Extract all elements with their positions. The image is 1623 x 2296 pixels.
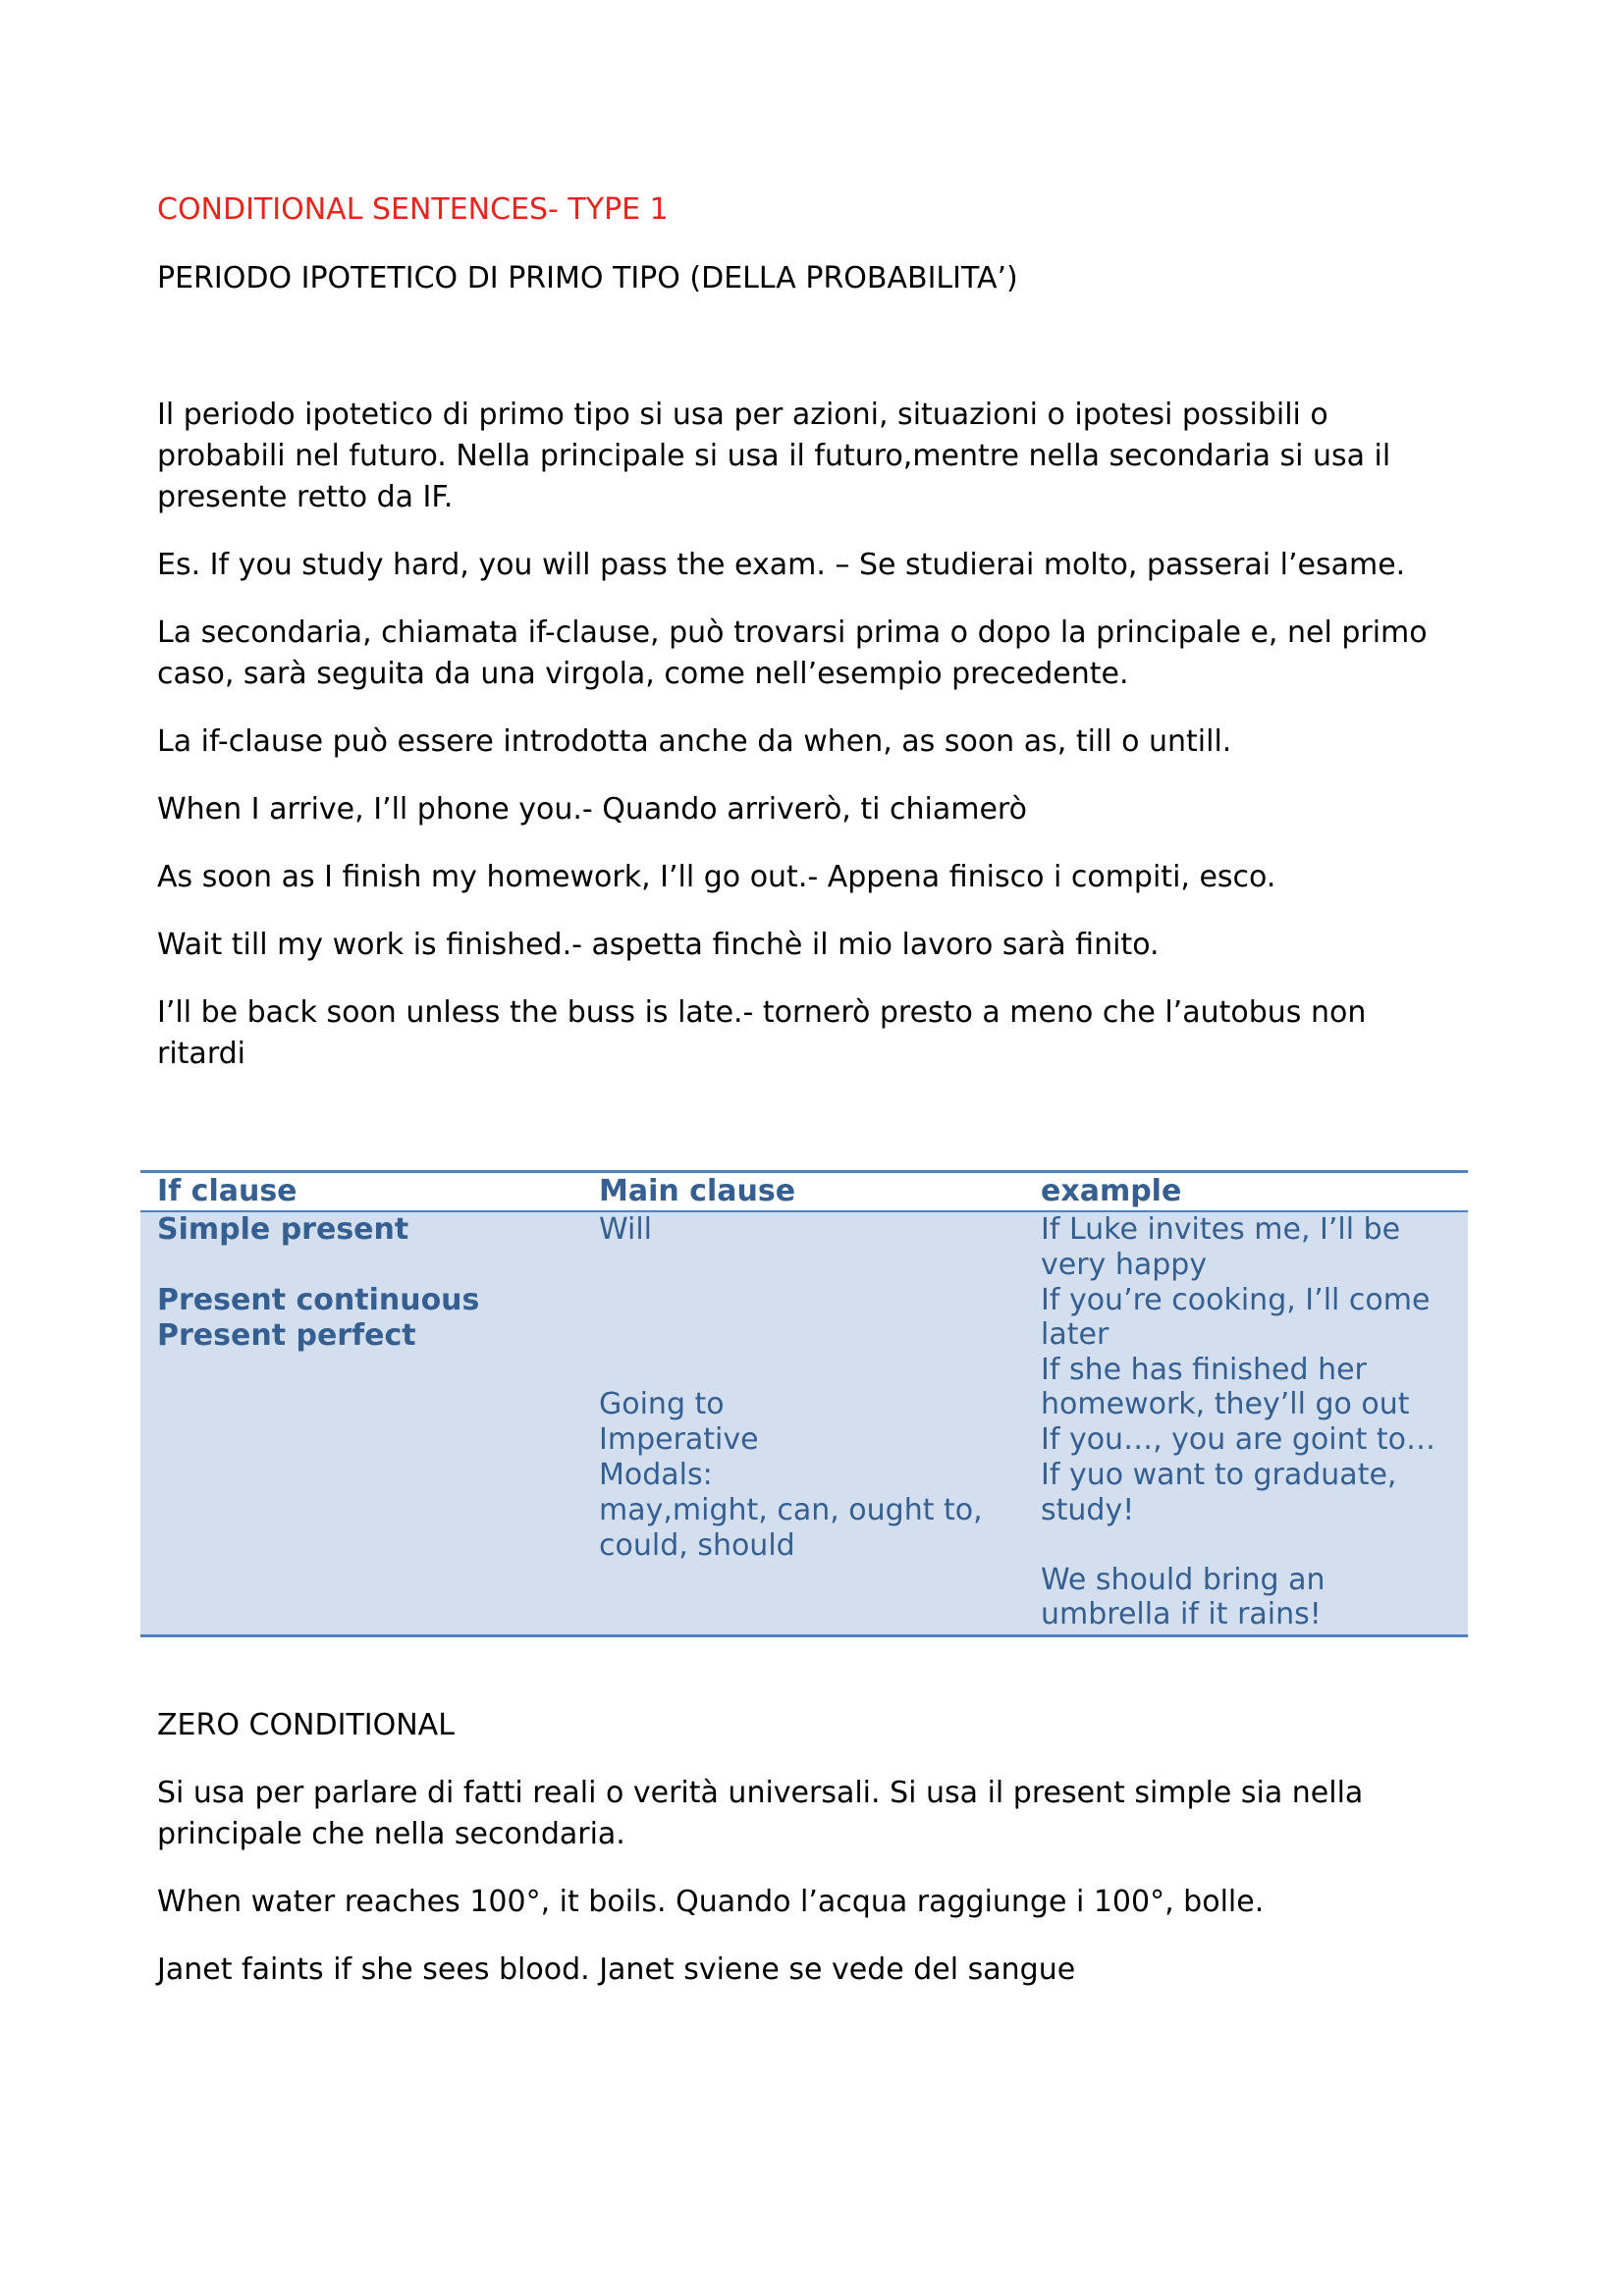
col1-line: Present continuous [157,1283,480,1317]
intro-line-2: probabili nel futuro. Nella principale si usa il futuro,mentre nella secondaria si usa il [157,439,1391,473]
col3-line: very happy [1041,1248,1208,1282]
conditional-table [140,1170,1468,1637]
example-as-soon-as: As soon as I finish my homework, I’ll go out.- Appena finisco i compiti, esco. [157,860,1276,894]
if-clause-note-line-1: La secondaria, chiamata if-clause, può trovarsi prima o dopo la principale e, nel primo [157,615,1428,650]
col3-line: umbrella if it rains! [1041,1597,1322,1631]
col2-line: Modals: [599,1458,713,1492]
table-body [140,1212,1468,1634]
example-till: Wait till my work is finished.- aspetta finchè il mio lavoro sarà finito. [157,928,1160,962]
example-unless-line-1: I’ll be back soon unless the buss is late.- tornerò presto a meno che l’autobus non [157,995,1367,1030]
col3-line: later [1041,1317,1109,1352]
example-unless-line-2: ritardi [157,1037,245,1071]
zero-conditional-heading: ZERO CONDITIONAL [157,1708,455,1742]
col2-line: Imperative [599,1422,759,1457]
subtitle: PERIODO IPOTETICO DI PRIMO TIPO (DELLA PROBABILITA’) [157,261,1018,295]
zero-example-water: When water reaches 100°, it boils. Quando l’acqua raggiunge i 100°, bolle. [157,1885,1265,1919]
col1-line: Present perfect [157,1318,416,1353]
col3-line: If Luke invites me, I’ll be [1041,1212,1401,1247]
col3-line: homework, they’ll go out [1041,1387,1410,1421]
header-main-clause: Main clause [599,1174,796,1208]
col2-line: Will [599,1212,653,1247]
col3-line: If you’re cooking, I’ll come [1041,1283,1431,1317]
if-clause-note-line-2: caso, sarà seguita da una virgola, come nell’esempio precedente. [157,657,1129,691]
col3-line: If she has finished her [1041,1353,1367,1387]
page-title: CONDITIONAL SENTENCES- TYPE 1 [157,192,669,227]
col2-line: Going to [599,1387,725,1421]
col1-line: Simple present [157,1212,409,1247]
col3-line: If yuo want to graduate, [1041,1458,1397,1492]
intro-line-3: presente retto da IF. [157,480,454,514]
col3-line: If you…, you are goint to… [1041,1422,1436,1457]
col2-line: could, should [599,1528,795,1563]
example-main: Es. If you study hard, you will pass the exam. – Se studierai molto, passerai l’esame. [157,548,1406,582]
example-when: When I arrive, I’ll phone you.- Quando arriverò, ti chiamerò [157,792,1027,827]
col2-line: may,might, can, ought to, [599,1493,983,1527]
zero-text-line-1: Si usa per parlare di fatti reali o verità universali. Si usa il present simple sia nella [157,1776,1364,1810]
col3-line: We should bring an [1041,1563,1325,1597]
when-note: La if-clause può essere introdotta anche da when, as soon as, till o untill. [157,724,1232,759]
header-if-clause: If clause [157,1174,298,1208]
col3-line: study! [1041,1493,1135,1527]
intro-line-1: Il periodo ipotetico di primo tipo si usa per azioni, situazioni o ipotesi possibili o [157,398,1328,432]
zero-example-janet: Janet faints if she sees blood. Janet sviene se vede del sangue [157,1952,1076,1987]
table-header-row [140,1173,1468,1212]
header-example: example [1041,1174,1182,1208]
zero-text-line-2: principale che nella secondaria. [157,1817,625,1851]
